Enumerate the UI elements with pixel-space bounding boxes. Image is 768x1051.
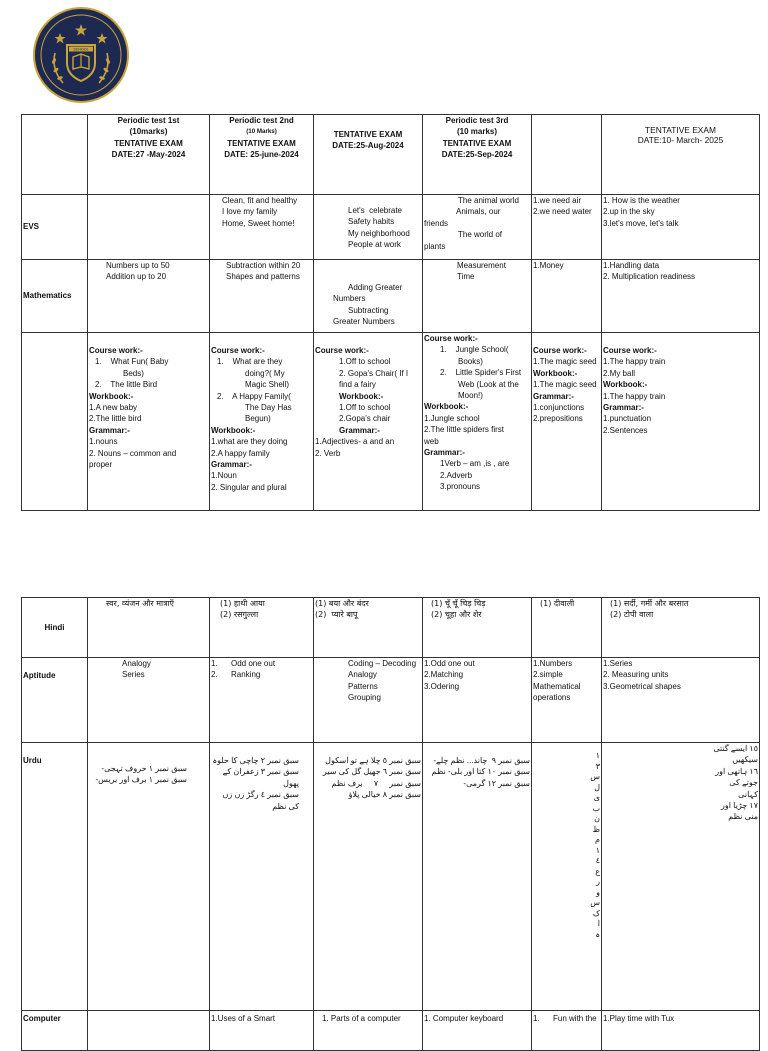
subject-english — [22, 333, 88, 511]
cell: 1.Numbers 2.simple Mathematical operations — [532, 658, 602, 743]
cell: ١ ٣ س ل ی ب ن ظ م ١ ٤ ع ر و س ک ا ہ — [532, 743, 602, 1011]
header-cell-pt1: Periodic test 1st (10marks) TENTATIVE EXAM DATE:27 -May-2024 — [88, 115, 210, 195]
cell: 1.Series 2. Measuring units 3.Geometrical shapes — [602, 658, 760, 743]
cell: 1. Computer keyboard — [423, 1011, 532, 1051]
subject-urdu: Urdu — [22, 743, 88, 1011]
cell: (1) दीवाली — [532, 598, 602, 658]
cell: Clean, fit and healthy I love my family Home, Sweet home! — [210, 195, 314, 260]
header-cell-pt2: Periodic test 2nd (10 Marks) TENTATIVE EXAM DATE: 25-june-2024 — [210, 115, 314, 195]
subject-mathematics: Mathematics — [22, 260, 88, 333]
row-mathematics — [22, 260, 760, 333]
cell: 1.Money — [532, 260, 602, 333]
cell: ١٥ ایسے گنتی سیکھیں ١٦ ہاتھی اور جوتے کی کہانی ١٧ چڑیا اور منی نظم — [602, 743, 760, 1011]
cell: Subtraction within 20 Shapes and patterns — [210, 260, 314, 333]
cell: (1) हाथी आया (2) रसगुल्ला — [210, 598, 314, 658]
cell: Analogy Series — [88, 658, 210, 743]
cell: Course work:- 1. Jungle School( Books) 2. Little Spider's First Web (Look at the Moon!) Workbook:- 1.Jungle school 2.The little spiders first web Grammar:- 1Verb – am ,is , are 2.Adverb 3.pronouns — [423, 333, 532, 511]
cell: 1. Parts of a computer — [314, 1011, 423, 1051]
cell: 1.Uses of a Smart — [210, 1011, 314, 1051]
cell: سبق نمبر ٢ چاچی کا حلوہ سبق نمبر ٣ زعفران کے پھول سبق نمبر ٤ رگڑ زں زں کی نظم — [210, 743, 314, 1011]
corner-cell — [22, 115, 88, 195]
header-cell-pt3: Periodic test 3rd (10 marks) TENTATIVE EXAM DATE:25-Sep-2024 — [423, 115, 532, 195]
cell: 1.Play time with Tux — [602, 1011, 760, 1051]
subject-computer: Computer — [22, 1011, 88, 1051]
header-cell-aug-exam: TENTATIVE EXAM DATE:25-Aug-2024 — [314, 115, 423, 195]
cell: Course work:- 1.Off to school 2. Gopa's Chair( If I find a fairy Workbook:- 1.Off to school 2.Gopa's chair Grammar:- 1.Adjectives- a and an 2. Verb — [314, 333, 423, 511]
cell: سبق نمبر ٩ چاند... نظم چلے- سبق نمبر ١٠ کتا اور بلی- نظم سبق نمبر ١٢ گرمی- — [423, 743, 532, 1011]
subject-schedule-table — [21, 597, 760, 1051]
header-cell-march-exam: TENTATIVE EXAM DATE:10- March- 2025 — [602, 115, 760, 195]
cell: 1.Handling data 2. Multiplication readiness — [602, 260, 760, 333]
cell: The animal world Animals, our friends The world of plants — [423, 195, 532, 260]
row-aptitude — [22, 658, 760, 743]
cell: Numbers up to 50 Addition up to 20 — [88, 260, 210, 333]
subject-evs: EVS — [22, 195, 88, 260]
cell: Measurement Time — [423, 260, 532, 333]
cell: Course work:- 1.The happy train 2.My ball Workbook:- 1.The happy train Grammar:- 1.punctuation 2.Sentences — [602, 333, 760, 511]
cell: Coding – Decoding Analogy Patterns Grouping — [314, 658, 423, 743]
cell: (1) बया और बंदर (2) प्यारे बापू — [314, 598, 423, 658]
cell: (1) चूँ चूँ चिड़ चिड़ (2) चूहा और शेर — [423, 598, 532, 658]
cell: 1. How is the weather 2.up in the sky 3.let's move, let's talk — [602, 195, 760, 260]
subject-hindi: Hindi — [22, 598, 88, 658]
cell: स्वर, व्यंजन और मात्राएँ — [88, 598, 210, 658]
cell — [88, 195, 210, 260]
row-computer — [22, 1011, 760, 1051]
cell: Let's celebrate Safety habits My neighborhood People at work — [314, 195, 423, 260]
subject-aptitude: Aptitude — [22, 658, 88, 743]
cell: سبق نمبر ١ حروف تہجی- سبق نمبر ١ برف اور بریس- — [88, 743, 210, 1011]
cell — [88, 1011, 210, 1051]
cell: Course work:- 1. What are they doing?( My Magic Shell) 2. A Happy Family( The Day Has Begun) Workbook:- 1.what are they doing 2.A happy family Grammar:- 1.Noun 2. Singular and plural — [210, 333, 314, 511]
header-row — [22, 115, 760, 195]
row-evs — [22, 195, 760, 260]
cell: (1) सर्दी, गर्मी और बरसात (2) टोपी वाला — [602, 598, 760, 658]
row-english — [22, 333, 760, 511]
cell: Adding Greater Numbers Subtracting Greater Numbers — [314, 260, 423, 333]
school-logo — [33, 7, 129, 103]
cell: Course work:- 1.The magic seed Workbook:- 1.The magic seed Grammar:- 1.conjunctions 2.prepositions — [532, 333, 602, 511]
cell: Course work:- 1. What Fun( Baby Beds) 2. The little Bird Workbook:- 1.A new baby 2.The little bird Grammar:- 1.nouns 2. Nouns – common and proper — [88, 333, 210, 511]
cell: سبق نمبر ٥ چلا ہے تو اسکول سبق نمبر ٦ جھیل گل کی سیر سبق نمبر ٧ برف نظم سبق نمبر ٨ خیالی پلاؤ — [314, 743, 423, 1011]
logo-label: SCHOOL — [73, 47, 89, 52]
row-hindi — [22, 598, 760, 658]
header-cell-empty — [532, 115, 602, 195]
cell: 1.Odd one out 2.Matching 3.Odering — [423, 658, 532, 743]
cell: 1. Fun with the — [532, 1011, 602, 1051]
crest-emblem-icon — [33, 7, 129, 103]
cell: 1. Odd one out 2. Ranking — [210, 658, 314, 743]
exam-schedule-table — [21, 114, 760, 511]
row-urdu — [22, 743, 760, 1011]
cell: 1.we need air 2.we need water — [532, 195, 602, 260]
